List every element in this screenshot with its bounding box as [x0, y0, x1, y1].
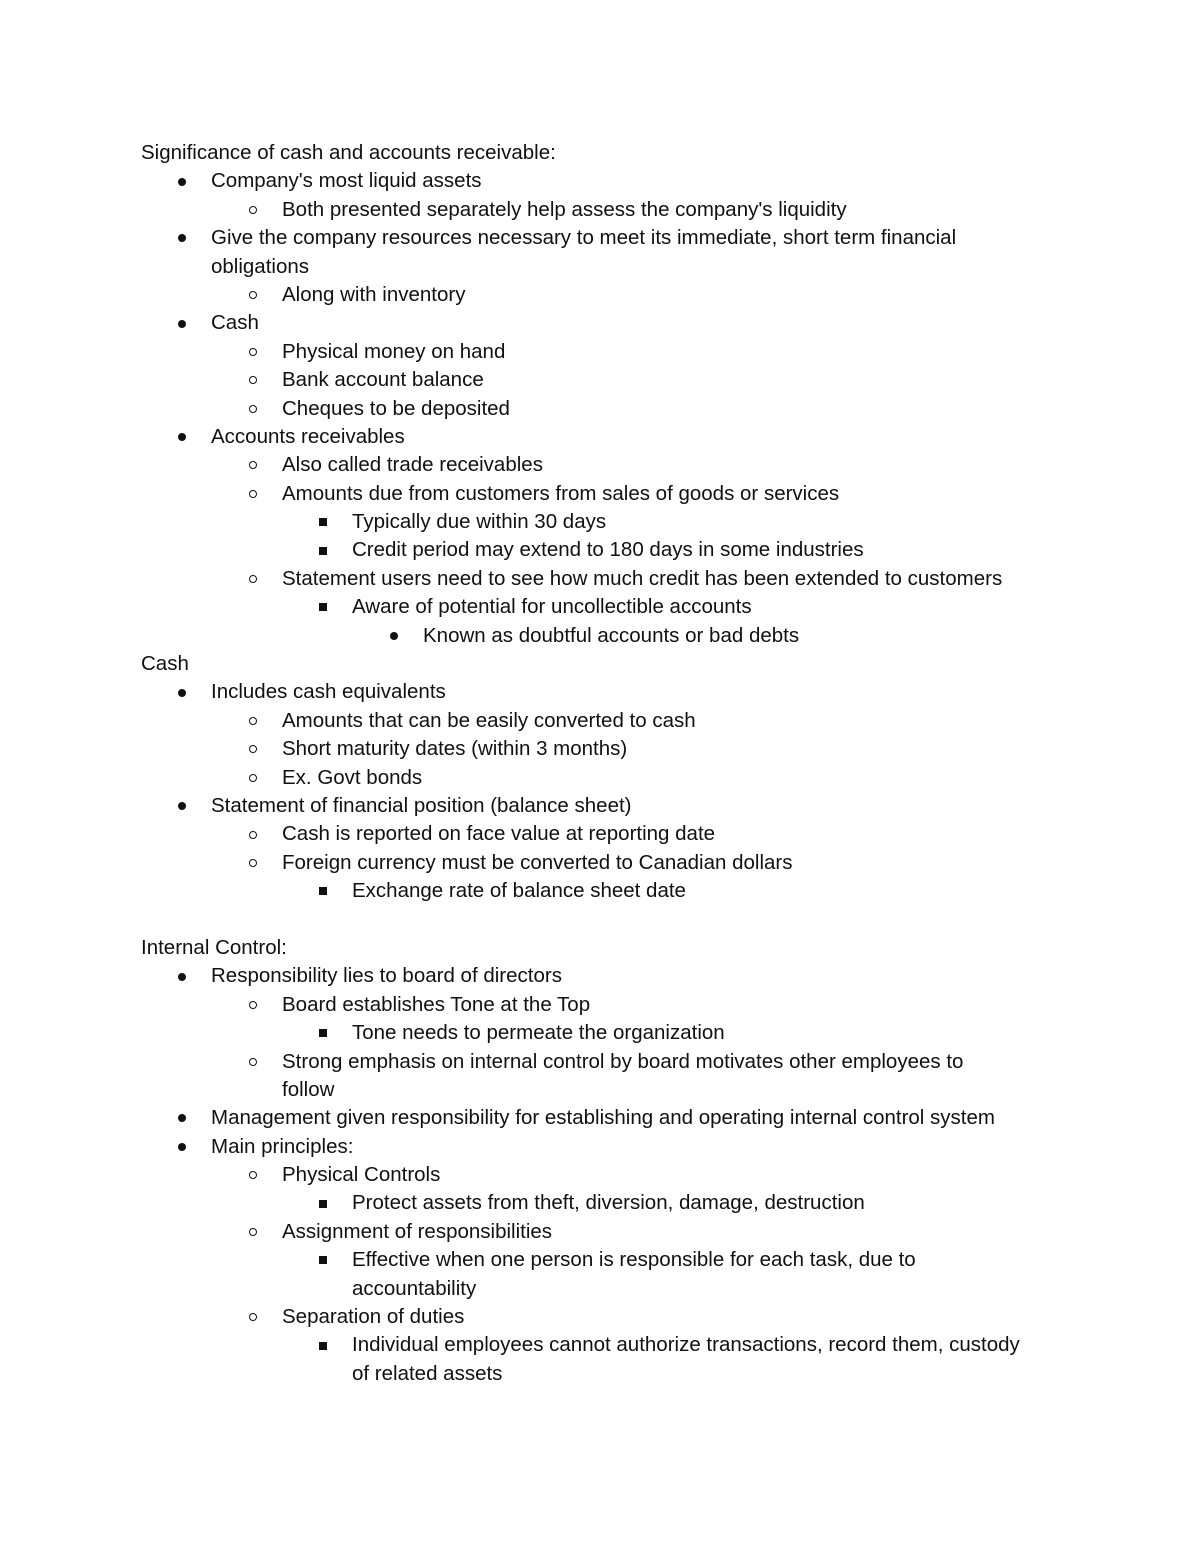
- list-item: [0, 849, 1200, 877]
- line-text: Statement of financial position (balance sheet): [211, 793, 632, 817]
- line-text: Management given responsibility for establishing and operating internal control system: [211, 1106, 995, 1130]
- hollow-bullet-icon: [249, 395, 257, 423]
- line-text: Internal Control:: [141, 935, 287, 959]
- hollow-bullet-icon: [249, 565, 257, 593]
- list-item: [0, 678, 1200, 706]
- list-item: [0, 1189, 1200, 1217]
- line-text: Cheques to be deposited: [282, 396, 510, 420]
- square-bullet-icon: [319, 1189, 327, 1217]
- section-heading: [0, 139, 1200, 167]
- hollow-bullet-icon: [249, 820, 257, 848]
- hollow-bullet-icon: [249, 281, 257, 309]
- section-heading: [0, 934, 1200, 962]
- filled-bullet-icon: [178, 224, 186, 252]
- line-text: Also called trade receivables: [282, 453, 543, 477]
- list-item: [0, 1104, 1200, 1132]
- line-text: of related assets: [352, 1361, 503, 1385]
- square-bullet-icon: [319, 877, 327, 905]
- hollow-bullet-icon: [249, 480, 257, 508]
- list-item: [0, 1303, 1200, 1331]
- line-text: follow: [282, 1077, 335, 1101]
- square-bullet-icon: [319, 1246, 327, 1274]
- square-bullet-icon: [319, 1331, 327, 1359]
- line-text: Tone needs to permeate the organization: [352, 1021, 725, 1045]
- line-text: Foreign currency must be converted to Canadian dollars: [282, 850, 793, 874]
- filled-bullet-icon: [390, 622, 398, 650]
- square-bullet-icon: [319, 536, 327, 564]
- hollow-bullet-icon: [249, 735, 257, 763]
- blank-line: [0, 906, 1200, 934]
- line-text: Both presented separately help assess the company's liquidity: [282, 197, 847, 221]
- line-text: Board establishes Tone at the Top: [282, 992, 591, 1016]
- list-item: [0, 735, 1200, 763]
- line-text: Exchange rate of balance sheet date: [352, 879, 686, 903]
- square-bullet-icon: [319, 1019, 327, 1047]
- list-item: [0, 167, 1200, 195]
- hollow-bullet-icon: [249, 1048, 257, 1076]
- list-item: [0, 536, 1200, 564]
- line-text: Main principles:: [211, 1134, 354, 1158]
- filled-bullet-icon: [178, 962, 186, 990]
- line-text: Assignment of responsibilities: [282, 1219, 553, 1243]
- line-text: Individual employees cannot authorize transactions, record them, custody: [352, 1333, 1020, 1357]
- hollow-bullet-icon: [249, 338, 257, 366]
- filled-bullet-icon: [178, 792, 186, 820]
- line-text: obligations: [211, 254, 310, 278]
- hollow-bullet-icon: [249, 849, 257, 877]
- list-item: [0, 764, 1200, 792]
- hollow-bullet-icon: [249, 991, 257, 1019]
- list-item: [0, 991, 1200, 1019]
- line-text: Aware of potential for uncollectible accounts: [352, 595, 752, 619]
- list-item: [0, 1133, 1200, 1161]
- square-bullet-icon: [319, 593, 327, 621]
- line-text: Ex. Govt bonds: [282, 765, 423, 789]
- line-text: Accounts receivables: [211, 424, 405, 448]
- list-item: [0, 281, 1200, 309]
- hollow-bullet-icon: [249, 764, 257, 792]
- list-item: [0, 366, 1200, 394]
- list-item: [0, 622, 1200, 650]
- line-text: Credit period may extend to 180 days in some industries: [352, 538, 864, 562]
- line-text: Includes cash equivalents: [211, 680, 446, 704]
- line-text: Responsibility lies to board of directors: [211, 964, 562, 988]
- list-item: [0, 707, 1200, 735]
- list-item: [0, 508, 1200, 536]
- section-heading: [0, 650, 1200, 678]
- list-item: [0, 338, 1200, 366]
- line-text: Separation of duties: [282, 1305, 465, 1329]
- list-item: [0, 480, 1200, 508]
- line-text: Along with inventory: [282, 282, 466, 306]
- line-text: Protect assets from theft, diversion, damage, destruction: [352, 1191, 865, 1215]
- hollow-bullet-icon: [249, 1303, 257, 1331]
- hollow-bullet-icon: [249, 196, 257, 224]
- list-item: [0, 1275, 1200, 1303]
- line-text: Known as doubtful accounts or bad debts: [423, 623, 800, 647]
- line-text: Amounts due from customers from sales of goods or services: [282, 481, 840, 505]
- list-item: [0, 309, 1200, 337]
- list-item: [0, 395, 1200, 423]
- line-text: Physical money on hand: [282, 339, 506, 363]
- line-text: Statement users need to see how much credit has been extended to customers: [282, 566, 1003, 590]
- list-item: [0, 224, 1200, 252]
- list-item: [0, 565, 1200, 593]
- list-item: [0, 593, 1200, 621]
- line-text: Company's most liquid assets: [211, 169, 482, 193]
- list-item: [0, 196, 1200, 224]
- line-text: Effective when one person is responsible for each task, due to: [352, 1248, 916, 1272]
- line-text: Physical Controls: [282, 1163, 441, 1187]
- hollow-bullet-icon: [249, 1161, 257, 1189]
- list-item: [0, 1246, 1200, 1274]
- filled-bullet-icon: [178, 1133, 186, 1161]
- list-item: [0, 1076, 1200, 1104]
- hollow-bullet-icon: [249, 451, 257, 479]
- list-item: [0, 1161, 1200, 1189]
- list-item: [0, 792, 1200, 820]
- list-item: [0, 253, 1200, 281]
- line-text: Cash: [141, 652, 189, 676]
- filled-bullet-icon: [178, 423, 186, 451]
- list-item: [0, 962, 1200, 990]
- line-text: Strong emphasis on internal control by board motivates other employees to: [282, 1049, 964, 1073]
- line-text: Cash is reported on face value at reporting date: [282, 822, 716, 846]
- hollow-bullet-icon: [249, 366, 257, 394]
- list-item: [0, 1331, 1200, 1359]
- filled-bullet-icon: [178, 309, 186, 337]
- hollow-bullet-icon: [249, 1218, 257, 1246]
- square-bullet-icon: [319, 508, 327, 536]
- line-text: Typically due within 30 days: [352, 510, 607, 534]
- hollow-bullet-icon: [249, 707, 257, 735]
- list-item: [0, 877, 1200, 905]
- line-text: Significance of cash and accounts receivable:: [141, 141, 556, 164]
- line-text: Cash: [211, 311, 259, 335]
- list-item: [0, 1048, 1200, 1076]
- list-item: [0, 451, 1200, 479]
- line-text: accountability: [352, 1276, 477, 1300]
- list-item: [0, 1218, 1200, 1246]
- line-text: Give the company resources necessary to meet its immediate, short term financial: [211, 226, 957, 250]
- filled-bullet-icon: [178, 167, 186, 195]
- list-item: [0, 1360, 1200, 1388]
- list-item: [0, 1019, 1200, 1047]
- list-item: [0, 820, 1200, 848]
- list-item: [0, 423, 1200, 451]
- filled-bullet-icon: [178, 1104, 186, 1132]
- line-text: Bank account balance: [282, 368, 484, 392]
- line-text: Short maturity dates (within 3 months): [282, 737, 628, 761]
- document-body: [0, 139, 1200, 1388]
- line-text: Amounts that can be easily converted to cash: [282, 708, 696, 732]
- filled-bullet-icon: [178, 678, 186, 706]
